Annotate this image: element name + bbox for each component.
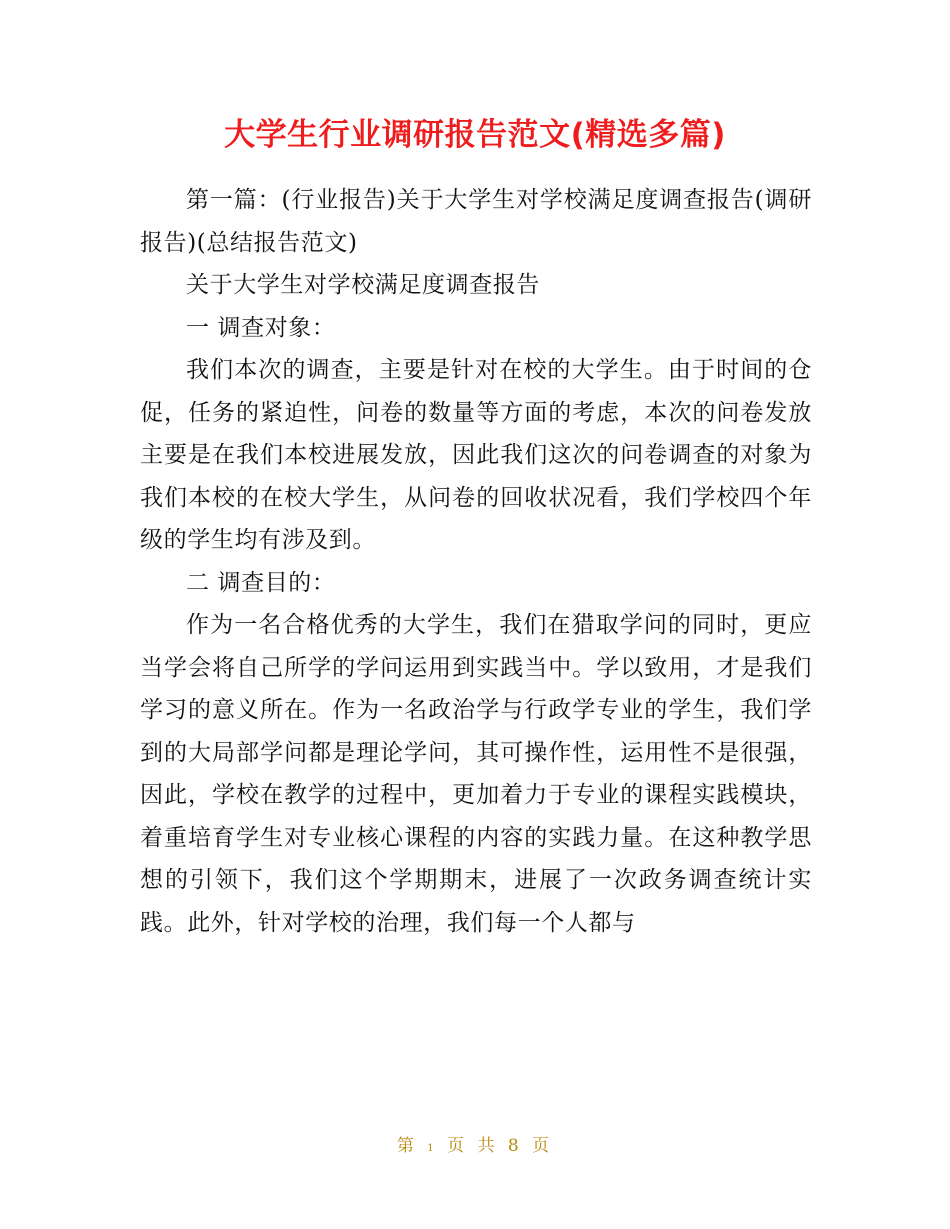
paragraph-section-survey-subject: 一 调查对象： bbox=[186, 314, 336, 341]
paragraph-report-title: 关于大学生对学校满足度调查报告 bbox=[186, 272, 540, 298]
footer-middle: 页 共 bbox=[447, 1136, 499, 1156]
paragraph-survey-purpose-body: 作为一名合格优秀的大学生，我们在猎取学问的同时，更应当学会将自己所学的学问运用到实践当中。学以致用，才是我们学习的意义所在。作为一名政治学与行政学专业的学生，我们学到的大局部学问都是理论学问，其可操作性，运用性不是很强，因此，学校在教学的过程中，更加着力于专业的课程实践模块，着重培育学生对专业核心课程的内容的实践力量。在这种教学思想的引领下，我们这个学期期末，进展了一次政务调查统计实践。此外，针对学校的治理，我们每一个人都与 bbox=[140, 612, 812, 936]
paragraph-section-survey-purpose: 二 调查目的： bbox=[186, 569, 336, 596]
footer-total-pages: 8 bbox=[507, 1136, 523, 1156]
document-title: 大学生行业调研报告范文(精选多篇) bbox=[224, 116, 726, 153]
footer-prefix: 第 bbox=[396, 1136, 418, 1156]
paragraph-heading-first-article: 第一篇：(行业报告)关于大学生对学校满足度调查报告(调研报告)(总结报告范文) bbox=[140, 187, 812, 256]
footer-suffix: 页 bbox=[532, 1136, 554, 1156]
document-body bbox=[140, 179, 812, 944]
page-footer bbox=[0, 1134, 950, 1161]
paragraph-survey-subject-body: 我们本次的调查，主要是针对在校的大学生。由于时间的仓促，任务的紧迫性，问卷的数量等方面的考虑，本次的问卷发放主要是在我们本校进展发放，因此我们这次的问卷调查的对象为我们本校的在校大学生，从问卷的回收状况看，我们学校四个年级的学生均有涉及到。 bbox=[140, 357, 812, 553]
footer-page-number: 1 bbox=[427, 1143, 438, 1154]
